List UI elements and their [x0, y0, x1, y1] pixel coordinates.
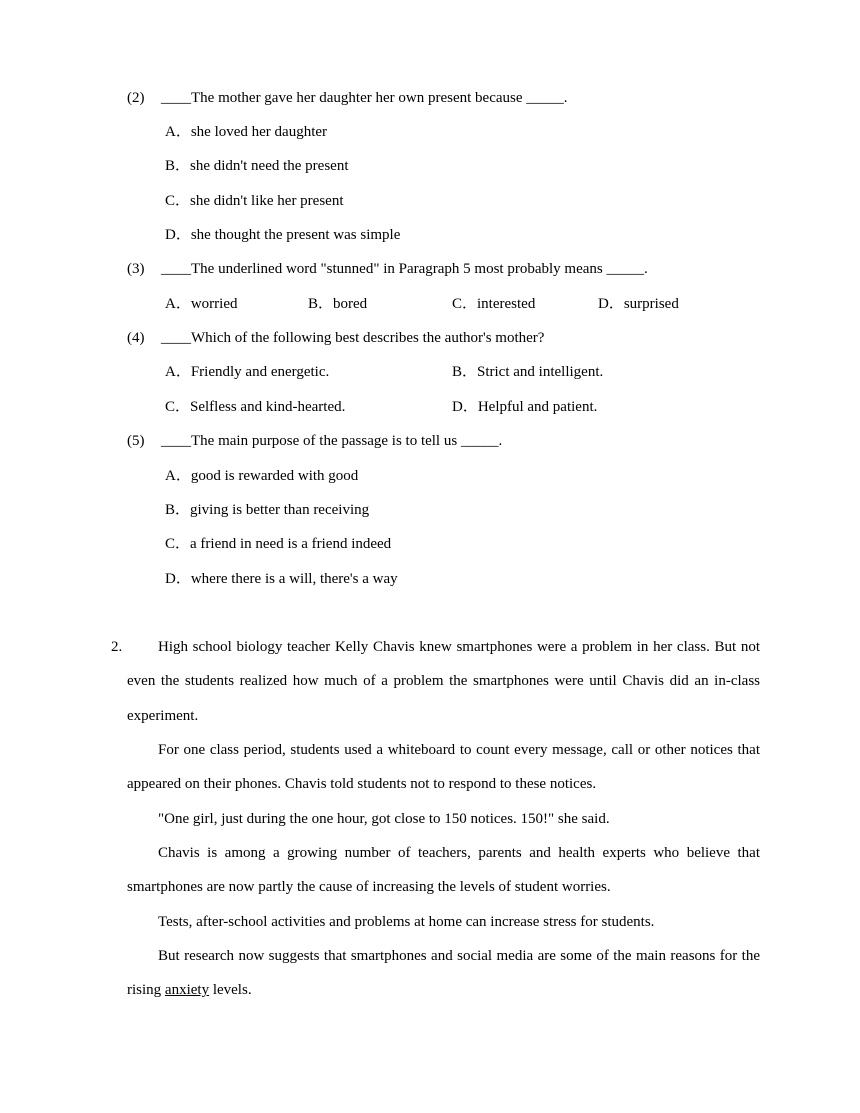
question-4-number: (4): [127, 330, 145, 346]
question-2-stem: ____The mother gave her daughter her own present because _____.: [161, 90, 568, 106]
question-3-number: (3): [127, 261, 145, 277]
question-2-option-a: A．she loved her daughter: [165, 124, 328, 140]
paragraph-6-text-before: But research now suggests that smartphones and social media are some of the main reasons for the rising: [127, 948, 760, 999]
passage-2-paragraph-3: "One girl, just during the one hour, got close to 150 notices. 150!" she said.: [158, 811, 610, 827]
question-5-option-c: C．a friend in need is a friend indeed: [165, 536, 392, 552]
question-3-option-d: D．surprised: [598, 296, 679, 312]
question-3-option-a: A．worried: [165, 296, 238, 312]
passage-2-paragraph-6: [127, 939, 760, 1008]
question-4-option-a: A．Friendly and energetic.: [165, 364, 330, 380]
question-2-option-d: D．she thought the present was simple: [165, 227, 401, 243]
question-5-option-a: A．good is rewarded with good: [165, 468, 359, 484]
passage-2-paragraph-5: Tests, after-school activities and problems at home can increase stress for students.: [158, 914, 655, 930]
question-2-option-c: C．she didn't like her present: [165, 193, 344, 209]
question-3-option-c: C．interested: [452, 296, 536, 312]
question-5-option-d: D．where there is a will, there's a way: [165, 571, 398, 587]
question-4-option-d: D．Helpful and patient.: [452, 399, 598, 415]
question-4-option-c: C．Selfless and kind-hearted.: [165, 399, 346, 415]
passage-2-paragraph-4: Chavis is among a growing number of teachers, parents and health experts who believe that smartphones are now partly the cause of increasing the levels of student worries.: [127, 845, 760, 896]
question-5-stem: ____The main purpose of the passage is to tell us _____.: [161, 433, 503, 449]
underlined-word-anxiety: anxiety: [164, 982, 210, 999]
passage-2-number: 2.: [111, 639, 123, 655]
passage-2-paragraph-2: For one class period, students used a whiteboard to count every message, call or other notices that appeared on their phones. Chavis told students not to respond to these notices.: [127, 742, 760, 793]
question-4-stem: ____Which of the following best describes the author's mother?: [161, 330, 545, 346]
question-5-number: (5): [127, 433, 145, 449]
question-2-number: (2): [127, 90, 145, 106]
passage-2-paragraph-1: High school biology teacher Kelly Chavis knew smartphones were a problem in her class. But not even the students realized how much of a problem the smartphones were until Chavis did an in-class experiment.: [127, 639, 760, 724]
paragraph-6-text-after: levels.: [209, 982, 252, 999]
question-5-option-b: B．giving is better than receiving: [165, 502, 370, 518]
question-2-option-b: B．she didn't need the present: [165, 158, 349, 174]
question-3-option-b: B．bored: [308, 296, 368, 312]
question-4-option-b: B．Strict and intelligent.: [452, 364, 604, 380]
question-3-stem: ____The underlined word "stunned" in Paragraph 5 most probably means _____.: [161, 261, 648, 277]
